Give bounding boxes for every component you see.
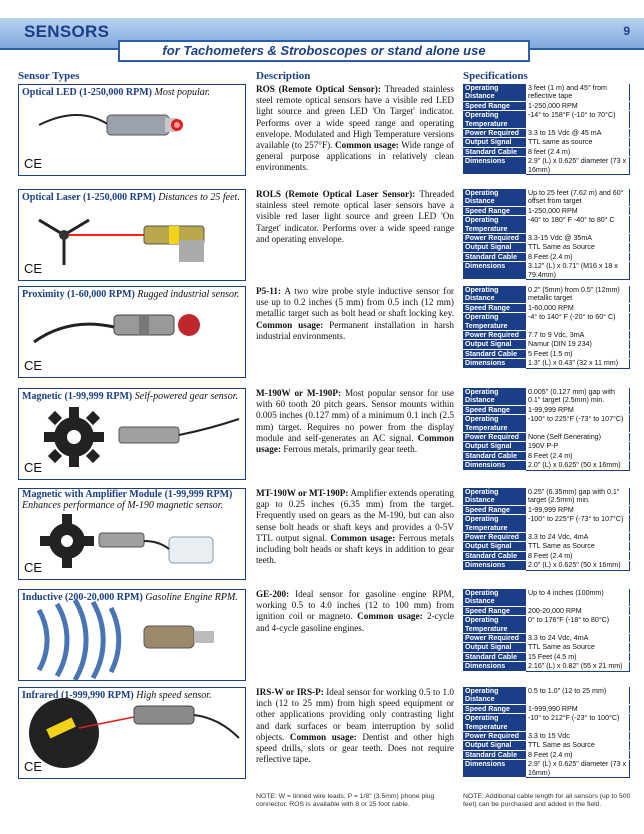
spec-label: Dimensions (463, 662, 526, 671)
spec-label: Output Signal (463, 138, 526, 147)
ce-mark: CE (24, 358, 43, 373)
spec-value: Up to 25 feet (7.62 m) and 60° offset from target (526, 189, 630, 206)
spec-row (463, 643, 630, 652)
spec-label: Speed Range (463, 101, 526, 110)
spec-row (463, 84, 630, 101)
spec-label: Dimensions (463, 561, 526, 570)
spec-label: Speed Range (463, 303, 526, 312)
spec-value: 1.3" (L) x 0.43" (32 x 11 mm) (526, 359, 630, 368)
spec-row (463, 515, 630, 533)
spec-label: Standard Cable (463, 652, 526, 661)
model-name: GE-200: (256, 589, 290, 599)
spec-value: 0.5 to 1.0" (12 to 25 mm) (526, 687, 630, 704)
spec-label: Operating Temperature (463, 111, 526, 129)
spec-label: Speed Range (463, 206, 526, 215)
spec-label: Output Signal (463, 243, 526, 252)
spec-value: 5 Feet (1.5 m) (526, 349, 630, 358)
usage-text: Permanent installation in harsh industrial environments. (256, 319, 455, 341)
note-right: NOTE: Additional cable length for all sensors (up to 500 feet) can be purchased and added in the field. (463, 793, 631, 808)
spec-value: 0.25" (6.35mm) gap with 0.1" target (2.5mm) min. (526, 488, 630, 505)
sensor-description (256, 286, 454, 342)
spec-label: Power Required (463, 234, 526, 243)
spec-label: Output Signal (463, 643, 526, 652)
spec-value: 2.0" (L) x 0.625" (50 x 16mm) (526, 561, 630, 570)
spec-label: Operating Distance (463, 687, 526, 704)
spec-label: Speed Range (463, 704, 526, 713)
spec-row (463, 262, 630, 280)
spec-row (463, 760, 630, 778)
spec-label: Speed Range (463, 505, 526, 514)
spec-value: None (Self Generating) (526, 433, 630, 442)
spec-row (463, 415, 630, 433)
description-text: Threaded stainless steel remote optical sensors have a visible red LED light source and green LED 'On Target' indicator. Performs over a wide speed range and operating envelope. Modulated and High Temperature versions available (to 257°F). (256, 84, 454, 151)
usage-label: Common usage: (335, 140, 399, 151)
ce-mark: CE (24, 759, 43, 774)
sensor-description (256, 488, 454, 566)
spec-label: Standard Cable (463, 252, 526, 261)
spec-label: Operating Distance (463, 488, 526, 505)
description-text: Amplifier extends operating gap to 0.25 inches (6.35 mm) from the target. Frequently used on gears as the M-190, but can also sense bolt heads or shaft keys and provides a 0-5V TTL output signal. (256, 488, 454, 543)
spec-label: Operating Temperature (463, 216, 526, 234)
description-text: Most popular sensor for use with 60 tooth 20 pitch gears. Sensor mounts within 0.005 inches (0.127 mm) of a minimum 0.1 inch (2.5 mm) target. Requires no power from the display module and self-generates an AC signal. (256, 388, 454, 443)
spec-label: Operating Distance (463, 286, 526, 303)
spec-row (463, 687, 630, 704)
spec-value: 1-99,999 RPM (526, 405, 630, 414)
sensor-type: Optical Laser (1-250,000 RPM) (22, 192, 156, 203)
spec-value: 3.3 to 24 Vdc, 4mA (526, 533, 630, 542)
spec-row (463, 542, 630, 551)
spec-label: Operating Temperature (463, 415, 526, 433)
usage-label: Common usage: (357, 611, 423, 622)
spec-table (463, 488, 630, 571)
ce-mark: CE (24, 560, 43, 575)
description-text: Ideal sensor for gasoline engine RPM, working 0.5 to 4.0 inches (12 to 100 mm) from ignition coil or magneto. (256, 589, 454, 622)
spec-row (463, 442, 630, 451)
sensor-description (256, 189, 454, 245)
spec-label: Operating Distance (463, 589, 526, 606)
spec-label: Dimensions (463, 760, 526, 778)
spec-table (463, 189, 630, 280)
spec-value: -14° to 158°F (-10° to 70°C) (526, 111, 630, 129)
sensor-card (18, 84, 246, 176)
sensor-type: Infrared (1-999,990 RPM) (22, 690, 134, 701)
spec-row (463, 551, 630, 560)
spec-value: 7.7 to 9 Vdc, 3mA (526, 331, 630, 340)
spec-label: Power Required (463, 129, 526, 138)
spec-value: 8 Feet (2.4 m) (526, 551, 630, 560)
spec-value: TTL Same as Source (526, 643, 630, 652)
spec-row (463, 662, 630, 671)
spec-row (463, 206, 630, 215)
spec-value: 3.12" (L) x 0.71" (M16 x 18 x 79.4mm) (526, 262, 630, 280)
spec-label: Output Signal (463, 542, 526, 551)
spec-value: 2.9" (L) x 0.625" diameter (73 x 16mm) (526, 157, 630, 175)
page-number: 9 (623, 24, 630, 38)
spec-value: -10° to 212°F (-23° to 100°C) (526, 714, 630, 732)
spec-row (463, 505, 630, 514)
spec-row (463, 286, 630, 303)
sensor-type: Proximity (1-60,000 RPM) (22, 289, 135, 300)
spec-value: 1-60,000 RPM (526, 303, 630, 312)
spec-row (463, 359, 630, 368)
spec-row (463, 589, 630, 606)
model-name: M-190W or M-190P: (256, 388, 342, 398)
spec-row (463, 101, 630, 110)
spec-value: 0.005" (0.127 mm) gap with 0.1" target (2.5mm) min. (526, 388, 630, 405)
usage-label: Common usage: (256, 432, 454, 455)
usage-label: Common usage: (289, 731, 357, 742)
model-name: ROLS (Remote Optical Laser Sensor): (256, 189, 416, 199)
spec-row (463, 216, 630, 234)
spec-row (463, 750, 630, 759)
spec-value: 2.9" (L) x 0.625" diameter (73 x 16mm) (526, 760, 630, 778)
spec-value: -100° to 225°F (-73° to 107°C) (526, 415, 630, 433)
ce-mark: CE (24, 261, 43, 276)
spec-value: 3.3 to 15 Vdc @ 45 mA (526, 129, 630, 138)
spec-value: 1-999,990 RPM (526, 704, 630, 713)
spec-value: 1-250,000 RPM (526, 206, 630, 215)
spec-value: TTL Same as Source (526, 741, 630, 750)
spec-row (463, 340, 630, 349)
spec-table (463, 388, 630, 471)
spec-row (463, 234, 630, 243)
sensor-tagline: Rugged industrial sensor. (137, 289, 240, 300)
spec-row (463, 405, 630, 414)
spec-table (463, 286, 630, 369)
model-name: P5-11: (256, 286, 282, 296)
spec-row (463, 303, 630, 312)
spec-label: Output Signal (463, 340, 526, 349)
description-text: Threaded stainless steel remote optical laser sensors have a visible red laser light source and green LED 'On Target' indicator. Performs over a wide speed range and operating envelope. (256, 189, 454, 244)
spec-value: 200-20,000 RPM (526, 606, 630, 615)
sensor-type: Magnetic with Amplifier Module (1-99,999 RPM) (22, 489, 233, 500)
description-text: A two wire probe style inductive sensor for use up to 0.2 inches (5 mm) from 0.5 inch (12 mm) metallic target such as bolt head or shaft locking key. (256, 286, 454, 319)
spec-row (463, 533, 630, 542)
sensor-tagline: Enhances performance of M-190 magnetic sensor. (22, 500, 224, 511)
usage-text: 2-cycle and 4-cycle gasoline engines. (256, 611, 455, 633)
spec-value: 15 Feet (4.5 m) (526, 652, 630, 661)
spec-row (463, 741, 630, 750)
sensor-tagline: Distances to 25 feet. (158, 192, 240, 203)
sensor-description (256, 687, 454, 765)
sensor-tagline: Most popular. (154, 87, 211, 98)
sensor-card (18, 286, 246, 378)
spec-value: 0° to 176°F (-18° to 80°C) (526, 616, 630, 634)
spec-row (463, 634, 630, 643)
spec-value: -40° to 180° F -40° to 80° C (526, 216, 630, 234)
spec-label: Power Required (463, 732, 526, 741)
spec-row (463, 704, 630, 713)
model-name: ROS (Remote Optical Sensor): (256, 84, 381, 94)
sensor-type: Optical LED (1-250,000 RPM) (22, 87, 152, 98)
spec-label: Standard Cable (463, 451, 526, 460)
page-title: SENSORS (24, 22, 110, 41)
sensor-description (256, 388, 454, 455)
spec-label: Output Signal (463, 442, 526, 451)
spec-table (463, 589, 630, 672)
sensor-type: Magnetic (1-99,999 RPM) (22, 391, 133, 402)
sensor-tagline: High speed sensor. (136, 690, 212, 701)
spec-label: Power Required (463, 433, 526, 442)
spec-label: Operating Temperature (463, 714, 526, 732)
spec-label: Operating Temperature (463, 313, 526, 331)
usage-label: Common usage: (330, 532, 396, 543)
sensor-tagline: Gasoline Engine RPM. (145, 592, 238, 603)
spec-value: 190V P-P (526, 442, 630, 451)
spec-table (463, 84, 630, 175)
spec-value: 3.3-15 Vdc @ 35mA (526, 234, 630, 243)
sensor-tagline: Self-powered gear sensor. (134, 391, 238, 402)
spec-row (463, 138, 630, 147)
sensor-card (18, 488, 246, 580)
sensor-card (18, 388, 246, 480)
note-left: NOTE: W = tinned wire leads, P = 1/8" (3.5mm) phone plug connector. ROS is available with 8 or 25 foot cable. (256, 793, 435, 808)
spec-value: 8 Feet (2.4 m) (526, 750, 630, 759)
spec-label: Operating Temperature (463, 515, 526, 533)
spec-row (463, 243, 630, 252)
spec-row (463, 714, 630, 732)
sensor-card (18, 589, 246, 681)
spec-row (463, 652, 630, 661)
spec-label: Operating Distance (463, 84, 526, 101)
spec-row (463, 157, 630, 175)
spec-value: 3 feet (1 m) and 45° from reflective tape (526, 84, 630, 101)
sensor-description (256, 84, 454, 174)
spec-value: 8 Feet (2.4 m) (526, 451, 630, 460)
column-heading-specs: Specifications (463, 70, 528, 82)
spec-row (463, 252, 630, 261)
spec-value: 1-250,000 RPM (526, 101, 630, 110)
spec-row (463, 488, 630, 505)
description-text: Ideal sensor for working 0.5 to 1.0 inch (12 to 25 mm) from high speed equipment or other applications providing only contrasting light and dark surfaces or beam interruption by solid objects. (256, 687, 454, 742)
spec-row (463, 129, 630, 138)
spec-label: Operating Distance (463, 189, 526, 206)
usage-text: Dentist and other high speed drills, slots or gear teeth. Does not require reflective tape. (256, 731, 455, 765)
spec-row (463, 461, 630, 470)
spec-label: Standard Cable (463, 349, 526, 358)
spec-row (463, 331, 630, 340)
column-heading-description: Description (256, 70, 311, 82)
spec-row (463, 433, 630, 442)
spec-value: 3.3 to 15 Vdc (526, 732, 630, 741)
spec-value: 3.3 to 24 Vdc, 4mA (526, 634, 630, 643)
spec-row (463, 732, 630, 741)
usage-text: Ferrous metals, primarily gear teeth. (283, 444, 417, 455)
spec-row (463, 313, 630, 331)
spec-label: Standard Cable (463, 551, 526, 560)
spec-value: 8 Feet (2.4 m) (526, 252, 630, 261)
spec-table (463, 687, 630, 778)
spec-label: Dimensions (463, 262, 526, 280)
usage-label: Common usage: (256, 319, 324, 330)
spec-value: 2.0" (L) x 0.625" (50 x 16mm) (526, 461, 630, 470)
spec-value: Namur (DIN 19 234) (526, 340, 630, 349)
spec-row (463, 606, 630, 615)
spec-label: Operating Temperature (463, 616, 526, 634)
model-name: MT-190W or MT-190P: (256, 488, 349, 498)
spec-label: Dimensions (463, 461, 526, 470)
spec-label: Speed Range (463, 606, 526, 615)
spec-row (463, 388, 630, 405)
spec-value: 1-99,999 RPM (526, 505, 630, 514)
column-heading-types: Sensor Types (18, 70, 80, 82)
ce-mark: CE (24, 156, 43, 171)
spec-label: Standard Cable (463, 750, 526, 759)
spec-value: -4° to 140° F (-20° to 60° C) (526, 313, 630, 331)
spec-label: Power Required (463, 634, 526, 643)
spec-value: -100° to 225°F (-73° to 107°C) (526, 515, 630, 533)
sensor-card (18, 189, 246, 281)
spec-row (463, 111, 630, 129)
spec-value: 0.2" (5mm) from 0.5" (12mm) metallic target (526, 286, 630, 303)
spec-label: Standard Cable (463, 147, 526, 156)
spec-label: Speed Range (463, 405, 526, 414)
spec-value: TTL Same as Source (526, 542, 630, 551)
sensor-description (256, 589, 454, 634)
spec-row (463, 616, 630, 634)
spec-value: 2.16" (L) x 0.82" (55 x 21 mm) (526, 662, 630, 671)
sensor-type: Inductive (200-20,000 RPM) (22, 592, 143, 603)
spec-value: Up to 4 inches (100mm) (526, 589, 630, 606)
ce-mark: CE (24, 460, 43, 475)
spec-label: Power Required (463, 533, 526, 542)
usage-text: Wide range of general purpose applications in relatively clean environments. (256, 140, 454, 173)
spec-value: TTL same as source (526, 138, 630, 147)
spec-value: 8 feet (2.4 m) (526, 147, 630, 156)
spec-row (463, 349, 630, 358)
page-header (0, 0, 644, 62)
page-subtitle: for Tachometers & Stroboscopes or stand alone use (118, 40, 530, 62)
spec-row (463, 451, 630, 460)
sensor-card (18, 687, 246, 779)
model-name: IRS-W or IRS-P: (256, 687, 324, 697)
spec-label: Output Signal (463, 741, 526, 750)
spec-row (463, 561, 630, 570)
spec-label: Operating Distance (463, 388, 526, 405)
usage-text: Ferrous metals including bolt heads or shaft keys in addition to gear teeth. (256, 532, 455, 566)
spec-label: Dimensions (463, 359, 526, 368)
spec-row (463, 189, 630, 206)
spec-row (463, 147, 630, 156)
spec-value: TTL Same as Source (526, 243, 630, 252)
spec-label: Power Required (463, 331, 526, 340)
spec-label: Dimensions (463, 157, 526, 175)
